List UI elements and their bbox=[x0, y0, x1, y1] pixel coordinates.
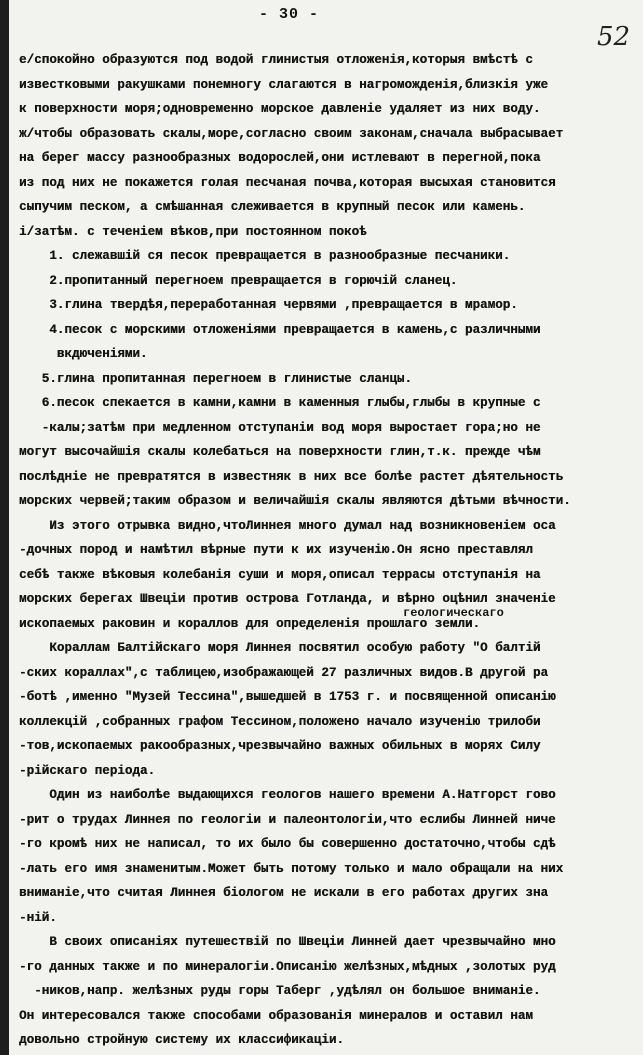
text-line: вниманіе,что считая Линнея біологом не искали в его работах других зна bbox=[19, 886, 549, 900]
text-line: 4.песок с морскими отложеніями превращается в камень,с различными bbox=[19, 322, 541, 337]
text-line: -дочных пород и намѣтил вѣрные пути к их изученію.Он ясно преставлял bbox=[19, 543, 533, 557]
text-line: -го данных также и по минералогіи.Описанію желѣзных,мѣдных ,золотых руд bbox=[19, 959, 556, 974]
text-line: себѣ также вѣковыя колебанія суши и моря,описал террасы отступанія на bbox=[19, 567, 541, 582]
text-line: -ній. bbox=[19, 910, 57, 925]
text-line: сыпучим песком, а смѣшанная слеживается в крупный песок или камень. bbox=[19, 200, 526, 214]
text-line: -го кромѣ них не написал, то их было бы совершенно достаточно,чтобы сдѣ bbox=[19, 837, 556, 851]
text-line: Он интересовался также способами образованія минералов и оставил нам bbox=[19, 1008, 533, 1023]
text-line: і/затѣм. с теченіем вѣков,при постоянном покоѣ bbox=[19, 224, 367, 239]
text-line: 2.пропитанный перегноем превращается в горючій сланец. bbox=[19, 273, 458, 288]
document-page bbox=[9, 0, 643, 1055]
text-line: морских берегах Швеціи против острова Готланда, и вѣрно оцѣнил значеніе bbox=[19, 592, 556, 606]
text-line: коллекцій ,собранных графом Тессином,положено начало изученію трилоби bbox=[19, 714, 541, 729]
body-text bbox=[19, 48, 641, 1048]
text-line: 5.глина пропитанная перегноем в глинистые сланцы. bbox=[19, 371, 412, 386]
text-line: 3.глина твердѣя,переработанная червями ,превращается в мрамор. bbox=[19, 298, 518, 312]
scan-border bbox=[0, 0, 9, 1055]
text-line: -рійскаго періода. bbox=[19, 763, 156, 778]
text-line: из под них не покажется голая песчаная почва,которая высыхая становится bbox=[19, 175, 556, 190]
text-line: -ников,напр. желѣзных руды горы Таберг ,удѣлял он большое вниманіе. bbox=[19, 984, 541, 998]
text-line: вкдюченіями. bbox=[19, 347, 148, 361]
text-line: е/спокойно образуются под водой глинистыя отложенія,которыя вмѣстѣ с bbox=[19, 53, 533, 67]
text-line: -калы;затѣм при медленном отступаніи вод моря выростает гора;но не bbox=[19, 420, 541, 435]
text-line: Один из наиболѣе выдающихся геологов нашего времени А.Натгорст гово bbox=[19, 788, 556, 802]
text-line: ископаемых раковин и кораллов для определенія прошлаго земли. bbox=[19, 616, 481, 631]
text-line: 1. слежавшій ся песок превращается в разнообразные песчаники. bbox=[19, 249, 511, 263]
archive-number: 52 bbox=[597, 22, 631, 52]
text-line: -лать его имя знаменитым.Может быть потому только и мало обращали на них bbox=[19, 861, 564, 876]
text-line: Кораллам Балтійскаго моря Линнея посвятил особую работу "О балтій bbox=[19, 641, 541, 655]
text-line: известковыми ракушками понемногу слагаются в нагроможденія,близкія уже bbox=[19, 77, 549, 92]
text-line: ж/чтобы образовать скалы,море,согласно своим законам,сначала выбрасывает bbox=[19, 126, 564, 141]
text-line: к поверхности моря;одновременно морское давленіе удаляет из них воду. bbox=[19, 102, 541, 116]
text-line: В своих описаніях путешествій по Швеціи Линней дает чрезвычайно мно bbox=[19, 935, 556, 949]
page-number: - 30 - bbox=[259, 6, 320, 23]
text-line: -тов,ископаемых ракообразных,чрезвычайно важных обильных в морях Силу bbox=[19, 739, 541, 753]
handwritten-insertion: геологическаго bbox=[403, 606, 504, 620]
text-line: -ских кораллах",с таблицею,изображающей 27 различных видов.В другой ра bbox=[19, 665, 549, 680]
text-line: морских червей;таким образом и величайшія скалы являются дѣтьми вѣчности. bbox=[19, 494, 571, 508]
text-line: Из этого отрывка видно,чтоЛиннея много думал над возникновеніем оса bbox=[19, 518, 556, 533]
text-line: -ботѣ ,именно "Музей Тессина",вышедшей в 1753 г. и посвященной описанію bbox=[19, 690, 556, 704]
text-line: довольно стройную систему их классификаціи. bbox=[19, 1033, 344, 1047]
text-line: послѣдніе не превратятся в известняк в них все болѣе растет дѣятельность bbox=[19, 469, 564, 484]
text-line: -рит о трудах Линнея по геологіи и палеонтологіи,что еслибы Линней ниче bbox=[19, 812, 556, 827]
text-line: могут высочайшія скалы колебаться на поверхности глин,т.к. прежде чѣм bbox=[19, 445, 541, 459]
text-line: 6.песок спекается в камни,камни в каменныя глыбы,глыбы в крупные с bbox=[19, 396, 541, 410]
text-line: на берег массу разнообразных водорослей,они истлевают в перегной,пока bbox=[19, 151, 541, 165]
